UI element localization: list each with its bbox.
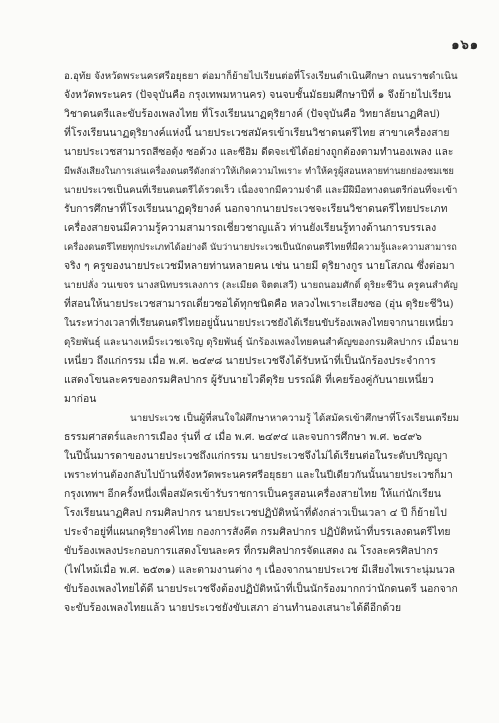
text-line: มีพลังเสียงในการเล่นเครื่องดนตรีดังกล่าวให้เกิดความไพเราะ ทำให้ครูผู้สอนหลายท่านยกย่องชมเชย — [64, 166, 454, 177]
text-line: อ.อุทัย จังหวัดพระนครศรีอยุธยา ต่อมาก็ย้ายไปเรียนต่อที่โรงเรียนดำเนินศึกษา ถนนราชดำเนิน — [64, 71, 458, 82]
text-line: มาก่อน — [64, 393, 97, 405]
text-line: นายประเวชสามารถสีซอดุ้ง ซอด้วง และซีอิม ดีดจะเข้ได้อย่างถูกต้องตามทำนองเพลง และ — [64, 147, 454, 158]
text-line: รับการศึกษาที่โรงเรียนนาฏดุริยางค์ นอกจากนายประเวชจะเรียนวิชาดนตรีไทยประเภท — [64, 203, 448, 215]
text-line: นายปลั่ง วนเขจร นางสนิทบรรเลงการ (ละเมียด จิตตเสวี) นายถนอมศักดิ์ ดุริยะชีวิน ครูคนสำคัญ — [64, 280, 458, 291]
text-line: (ไฟไหม้เมื่อ พ.ศ. ๒๕๓๑) และตามงานต่าง ๆ เนื่องจากนายประเวช มีเสียงไพเราะนุ่มนวล — [64, 564, 456, 576]
text-line: วิชาดนตรีและขับร้องเพลงไทย ที่โรงเรียนนาฏดุริยางค์ (ปัจจุบันคือ วิทยาลัยนาฏศิลป) — [64, 108, 440, 120]
text-line: เหนี่ยว ถึงแก่กรรม เมื่อ พ.ศ. ๒๔๙๘ นายประเวชจึงได้รับหน้าที่เป็นนักร้องประจำการ — [64, 355, 436, 367]
text-line: นายประเวช เป็นผู้ที่สนใจใฝ่ศึกษาหาความรู้ ได้สมัครเข้าศึกษาที่โรงเรียนเตรียม — [130, 413, 459, 424]
text-line: จะขับร้องเพลงไทยแล้ว นายประเวชยังขับเสภา อ่านทำนองเสนาะได้ดีอีกด้วย — [64, 602, 402, 614]
page-number: ๑๖๑ — [451, 38, 479, 53]
text-line: เครื่องดนตรีไทยทุกประเภทได้อย่างดี นับว่านายประเวชเป็นนักดนตรีไทยที่มีความรู้และความสามารถ — [64, 242, 457, 253]
text-line: จริง ๆ ครูของนายประเวชมีหลายท่านหลายคน เช่น นายมี ดุริยางกูร นายโสภณ ซึ่งต่อมา — [64, 260, 455, 272]
text-line: ในปีนั้นมารดาของนายประเวชถึงแก่กรรม นายประเวชจึงไม่ได้เรียนต่อในระดับปริญญา — [64, 450, 448, 462]
text-line: ดุริยพันธุ์ และนางเหม็ระเวชเจริญ ดุริยพันธุ์ นักร้องเพลงไทยคนสำคัญของกรมศิลปากร เมื่อนาย — [64, 337, 459, 348]
text-line: ประจำอยู่ที่แผนกดุริยางค์ไทย กองการสังคีต กรมศิลปากร ปฏิบัติหน้าที่บรรเลงดนตรีไทย — [64, 526, 451, 538]
text-line: ธรรมศาสตร์และการเมือง รุ่นที่ ๔ เมื่อ พ.ศ. ๒๔๙๔ และจบการศึกษา พ.ศ. ๒๔๙๖ — [64, 431, 422, 443]
text-line: กรุงเทพฯ อีกครั้งหนึ่งเพื่อสมัครเข้ารับราชการเป็นครูสอนเครื่องสายไทย ให้แก่นักเรียน — [64, 488, 441, 500]
text-line: ขับร้องเพลงประกอบการแสดงโขนละคร ที่กรมศิลปากรจัดแสดง ณ โรงละครศิลปากร — [64, 545, 439, 557]
text-line: ขับร้องเพลงไทยได้ดี นายประเวชจึงต้องปฏิบัติหน้าที่เป็นนักร้องมากกว่านักดนตรี นอกจาก — [64, 583, 458, 595]
paragraph-1 — [64, 67, 459, 409]
text-line: ที่สอนให้นายประเวชสามารถเดี่ยวซอได้ทุกชนิดคือ หลวงไพเราะเสียงซอ (อุ่น ดุริยะชีวิน) — [64, 298, 454, 310]
text-line: นายประเวชเป็นคนที่เรียนดนตรีได้รวดเร็ว เนื่องจากมีความจำดี และมีฝีมือทางดนตรีก่อนที่จะเข้า — [64, 185, 458, 196]
text-line: เพราะท่านต้องกลับไปบ้านที่จังหวัดพระนครศรีอยุธยา และในปีเดียวกันนั้นนายประเวชก็มา — [64, 470, 453, 481]
text-line: ที่โรงเรียนนาฏดุริยางค์แห่งนี้ นายประเวชสมัครเข้าเรียนวิชาดนตรีไทย สาขาเครื่องสาย — [64, 127, 450, 139]
text-line: โรงเรียนนาฏศิลป กรมศิลปากร นายประเวชปฏิบัติหน้าที่ดังกล่าวเป็นเวลา ๔ ปี ก็ย้ายไป — [64, 507, 447, 519]
text-line: จังหวัดพระนคร (ปัจจุบันคือ กรุงเทพมหานคร) จนจบชั้นมัธยมศึกษาปีที่ ๑ จึงย้ายไปเรียน — [64, 89, 451, 101]
text-line: แสดงโขนละครของกรมศิลปากร ผู้รับนายไวดีดุริย บรรณ์ติ ที่เคยร้องคู่กับนายเหนี่ยว — [64, 374, 434, 386]
paragraph-2 — [64, 409, 459, 618]
text-line: ในระหว่างเวลาที่เรียนดนตรีไทยอยู่นั้นนายประเวชยังได้เรียนขับร้องเพลงไทยจากนายเหนี่ยว — [64, 318, 454, 329]
text-line: เครื่องสายจนมีความรู้ความสามารถเชี่ยวชาญแล้ว ท่านยังเรียนรู้ทางด้านการบรรเลง — [64, 222, 437, 234]
